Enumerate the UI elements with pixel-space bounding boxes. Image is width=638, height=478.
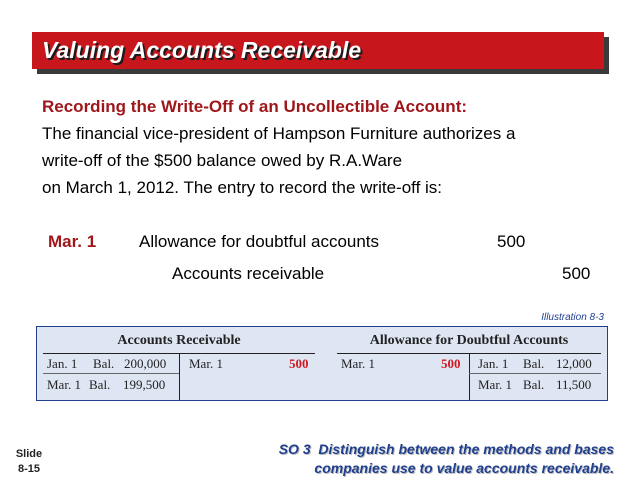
debit-account: Allowance for doubtful accounts bbox=[139, 232, 380, 251]
body-line-1: The financial vice-president of Hampson Furniture authorizes a bbox=[42, 124, 516, 143]
t-cell: 199,500 bbox=[123, 377, 166, 392]
illustration-label: Illustration 8-3 bbox=[541, 312, 604, 323]
t-cell: Jan. 1 bbox=[47, 356, 78, 371]
t-cell: Bal. bbox=[89, 377, 111, 392]
t-accounts-panel bbox=[36, 326, 608, 401]
t-cell: Jan. 1 bbox=[478, 356, 509, 371]
study-objective bbox=[279, 440, 614, 478]
body-line-3: on March 1, 2012. The entry to record the write-off is: bbox=[42, 178, 443, 197]
study-objective-line-1: SO 3 Distinguish between the methods and bases bbox=[278, 441, 614, 457]
slide-number: 8-15 bbox=[17, 463, 41, 475]
t-account-title: Accounts Receivable bbox=[117, 333, 241, 348]
t-account-center-line bbox=[469, 353, 470, 400]
t-cell: Mar. 1 bbox=[189, 356, 223, 371]
t-cell: 11,500 bbox=[556, 377, 592, 392]
credit-amount: 500 bbox=[562, 264, 591, 283]
credit-account: Accounts receivable bbox=[172, 264, 325, 283]
t-account-allowance bbox=[337, 327, 601, 400]
body-line-2: write-off of the $500 balance owed by R.A.Ware bbox=[42, 151, 403, 170]
t-cell-writeoff: 500 bbox=[441, 356, 461, 371]
entry-date: Mar. 1 bbox=[48, 232, 97, 251]
t-cell: Bal. bbox=[523, 377, 545, 392]
t-cell: Mar. 1 bbox=[47, 377, 81, 392]
t-cell: 12,000 bbox=[556, 356, 592, 371]
t-cell: Bal. bbox=[523, 356, 545, 371]
slide-title: Valuing Accounts Receivable bbox=[42, 37, 362, 63]
t-cell-writeoff: 500 bbox=[289, 356, 309, 371]
slide-label-text: Slide bbox=[15, 448, 43, 460]
study-objective-line-2: companies use to value accounts receivable. bbox=[314, 460, 614, 476]
t-account-center-line bbox=[179, 353, 180, 400]
t-cell: Mar. 1 bbox=[478, 377, 512, 392]
t-row-rule bbox=[43, 373, 179, 374]
slide-number-label bbox=[12, 447, 46, 477]
t-cell: Mar. 1 bbox=[341, 356, 375, 371]
title-bar bbox=[32, 32, 604, 69]
t-cell: 200,000 bbox=[124, 356, 167, 371]
subheading: Recording the Write-Off of an Uncollectible Account: bbox=[42, 97, 468, 116]
t-account-title: Allowance for Doubtful Accounts bbox=[369, 333, 569, 348]
t-account-receivable bbox=[43, 327, 315, 400]
debit-amount: 500 bbox=[497, 232, 526, 251]
t-cell: Bal. bbox=[93, 356, 115, 371]
t-row-rule bbox=[469, 373, 601, 374]
